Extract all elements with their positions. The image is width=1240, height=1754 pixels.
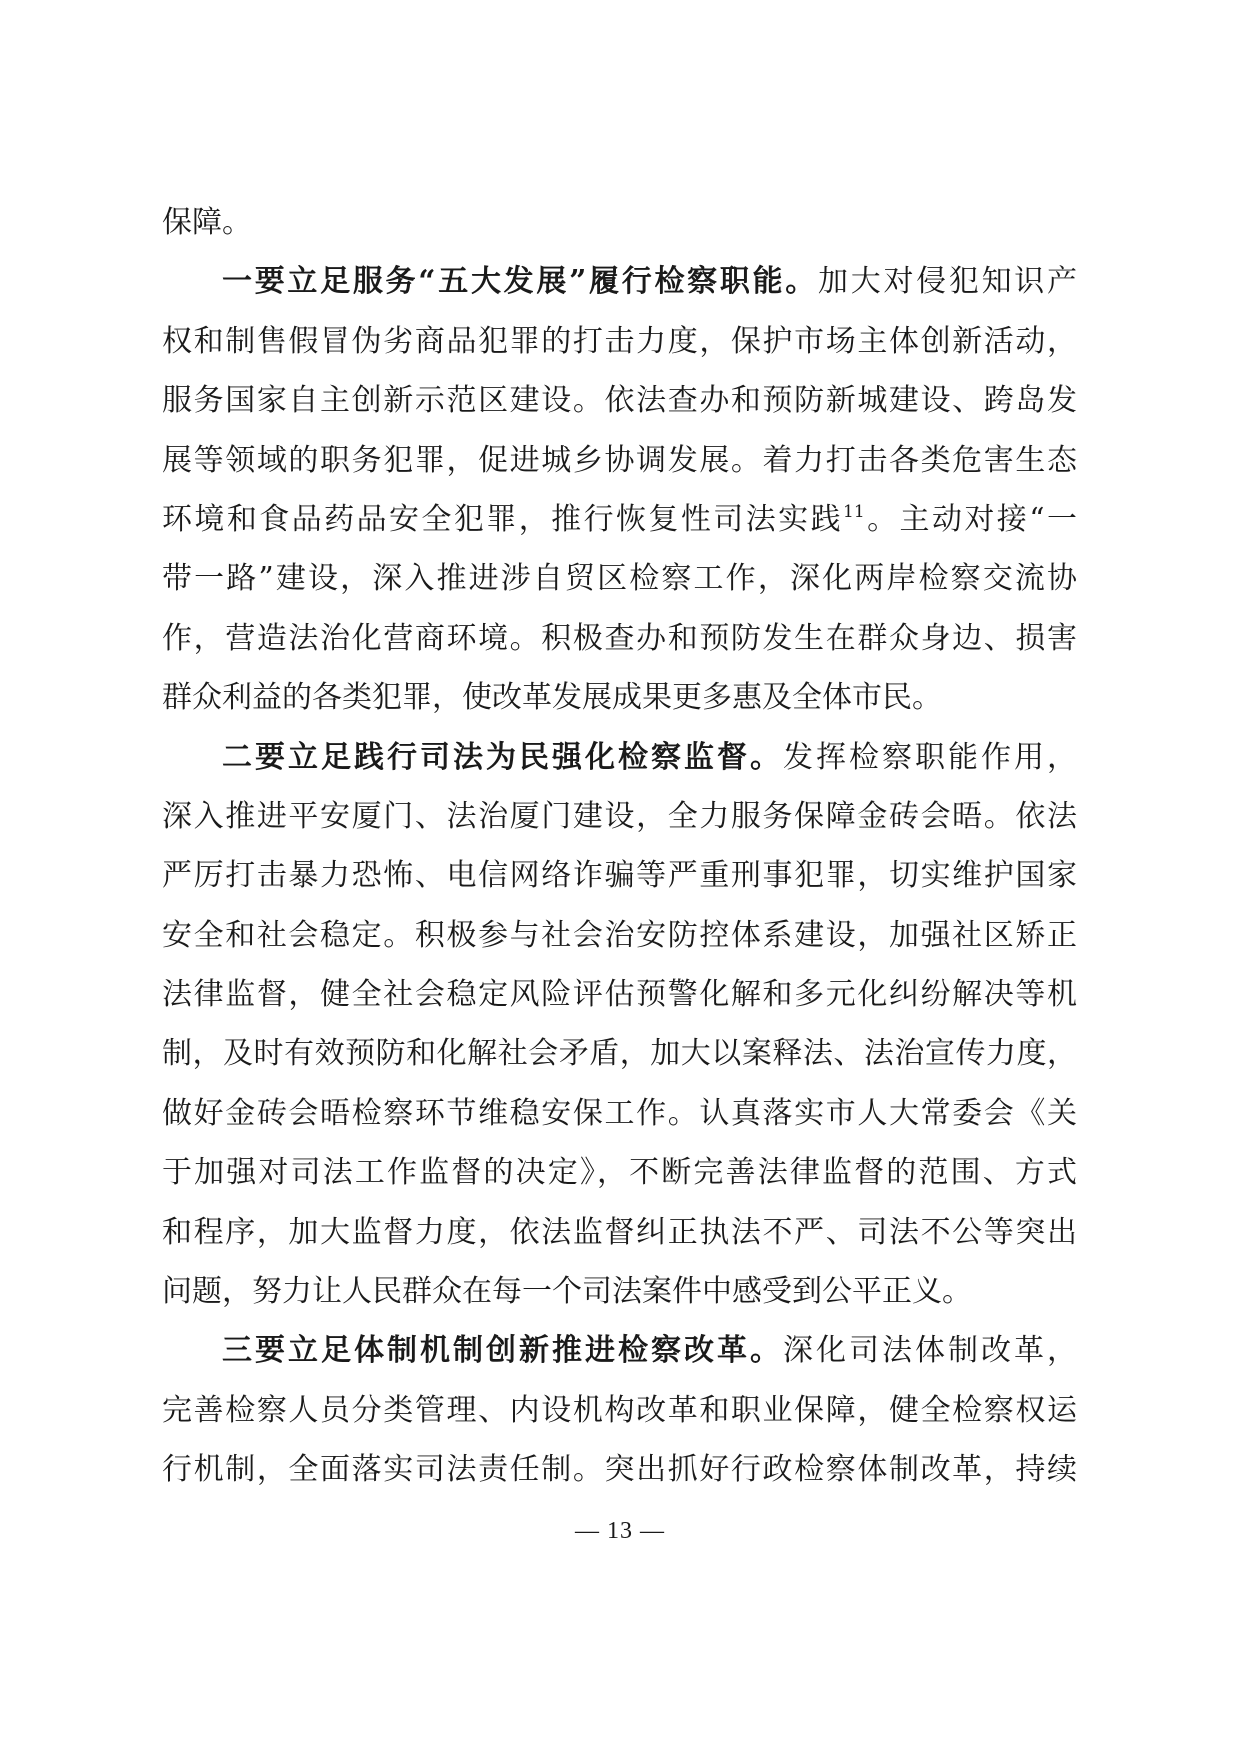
line-text: 问题，努力让人民群众在每一个司法案件中感受到公平正义。 [162,1274,972,1310]
text-line [162,906,1077,965]
line-text: 严厉打击暴力恐怖、电信网络诈骗等严重刑事犯罪，切实维护国家 [162,858,1077,894]
text-line [162,193,1077,252]
text-line [162,1262,1077,1321]
line-text: 和程序，加大监督力度，依法监督纠正执法不严、司法不公等突出 [162,1214,1077,1250]
footnote-ref: 11 [843,501,865,522]
line-text: 加大对侵犯知识产 [818,264,1077,300]
text-line [162,846,1077,905]
text-line [162,431,1077,490]
line-text: 群众利益的各类犯罪，使改革发展成果更多惠及全体市民。 [162,680,942,716]
text-line [162,549,1077,608]
line-text: 环境和食品药品安全犯罪，推行恢复性司法实践 [162,501,844,537]
line-text: 法律监督，健全社会稳定风险评估预警化解和多元化纠纷解决等机 [162,977,1077,1013]
text-line [162,1440,1077,1499]
text-line [162,1203,1077,1262]
text-line [162,1024,1077,1083]
text-line [162,787,1077,846]
text-line [162,490,1077,549]
text-line [162,1143,1077,1202]
line-text: 发挥检察职能作用， [783,739,1077,775]
text-line [162,1381,1077,1440]
line-text: 带一路”建设，深入推进涉自贸区检察工作，深化两岸检察交流协 [162,561,1077,597]
text-line [162,1084,1077,1143]
line-text: 深化司法体制改革， [783,1333,1077,1369]
text-line [162,965,1077,1024]
text-line [162,668,1077,727]
line-text: 于加强对司法工作监督的决定》，不断完善法律监督的范围、方式 [162,1155,1077,1191]
line-text: 权和制售假冒伪劣商品犯罪的打击力度，保护市场主体创新活动， [162,323,1077,359]
text-line [162,371,1077,430]
line-text: 展等领域的职务犯罪，促进城乡协调发展。着力打击各类危害生态 [162,442,1077,478]
text-line [162,609,1077,668]
text-line [162,312,1077,371]
text-line [162,1321,1077,1380]
section-heading: 三要立足体制机制创新推进检察改革。 [222,1333,783,1369]
line-text: 服务国家自主创新示范区建设。依法查办和预防新城建设、跨岛发 [162,383,1077,419]
section-heading: 一要立足服务“五大发展”履行检察职能。 [222,264,819,300]
text-line [162,252,1077,311]
line-text: 安全和社会稳定。积极参与社会治安防控体系建设，加强社区矫正 [162,917,1077,953]
line-text: 保障。 [162,205,252,240]
line-text: 作，营造法治化营商环境。积极查办和预防发生在群众身边、损害 [162,620,1077,656]
line-text: 。主动对接“一 [864,501,1077,537]
line-text: 行机制，全面落实司法责任制。突出抓好行政检察体制改革，持续 [162,1452,1077,1488]
line-text: 完善检察人员分类管理、内设机构改革和职业保障，健全检察权运 [162,1392,1077,1428]
text-line [162,728,1077,787]
document-body [162,193,1077,1500]
page-number: — 13 — [575,1518,665,1544]
line-text: 做好金砖会晤检察环节维稳安保工作。认真落实市人大常委会《关 [162,1095,1077,1131]
section-heading: 二要立足践行司法为民强化检察监督。 [222,739,783,775]
line-text: 深入推进平安厦门、法治厦门建设，全力服务保障金砖会晤。依法 [162,798,1077,834]
line-text: 制，及时有效预防和化解社会矛盾，加大以案释法、法治宣传力度， [162,1036,1077,1072]
